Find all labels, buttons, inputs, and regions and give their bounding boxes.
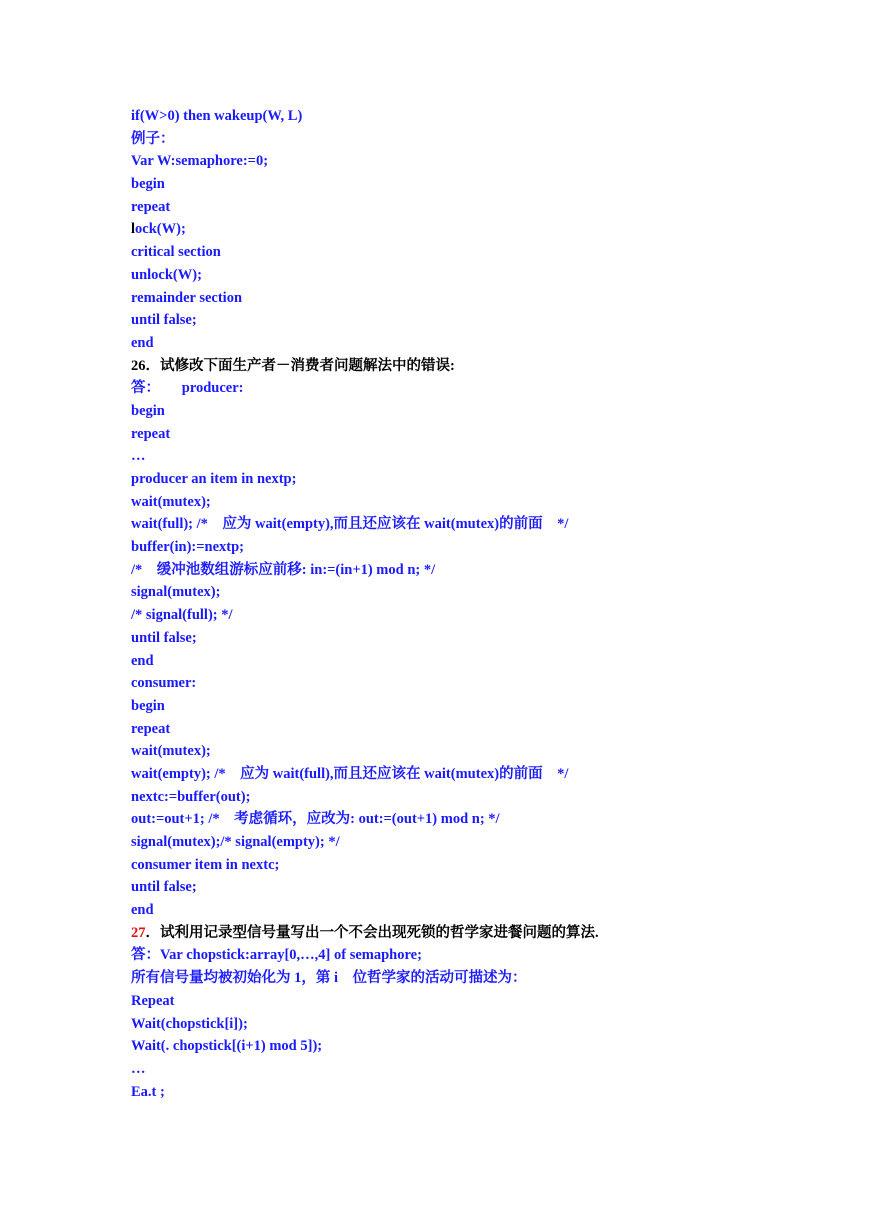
text-segment: signal(mutex);/* signal(empty); */ — [131, 834, 340, 850]
text-line — [131, 944, 831, 967]
text-line — [131, 876, 831, 899]
text-segment: Wait(. chopstick[(i+1) mod 5]); — [131, 1038, 323, 1055]
text-segment: end — [131, 652, 154, 669]
text-line — [131, 128, 831, 151]
text-line — [131, 627, 831, 650]
text-line — [131, 1035, 831, 1058]
text-line — [131, 513, 831, 536]
text-segment: until false; — [131, 312, 197, 329]
text-segment: remainder section — [131, 289, 243, 306]
text-line — [131, 763, 831, 786]
text-line — [131, 150, 831, 173]
text-segment: begin — [131, 402, 165, 419]
text-line — [131, 899, 831, 922]
text-segment: out:=out+1; /* 考虑循环，应改为: out:=(out+1) mod n; */ — [131, 811, 500, 828]
text-segment: until false; — [131, 879, 197, 896]
text-segment: consumer: — [131, 675, 197, 692]
text-line — [131, 922, 831, 945]
text-line — [131, 377, 831, 400]
text-segment: wait(empty); /* 应为 wait(full),而且还应该在 wait(mutex)的前面 */ — [131, 765, 569, 782]
text-line — [131, 808, 831, 831]
text-segment: 27 — [131, 924, 146, 941]
text-segment: buffer(in):=nextp; — [131, 539, 244, 556]
text-segment: wait(mutex); — [131, 743, 211, 760]
text-line — [131, 491, 831, 514]
text-segment: repeat — [131, 425, 171, 442]
text-line — [131, 355, 831, 378]
text-line — [131, 445, 831, 468]
text-line — [131, 264, 831, 287]
text-line — [131, 990, 831, 1013]
text-segment: 所有信号量均被初始化为 1，第 i 位哲学家的活动可描述为： — [131, 970, 527, 987]
text-line — [131, 309, 831, 332]
text-segment: producer an item in nextp; — [131, 471, 297, 487]
text-segment: 26．试修改下面生产者－消费者问题解法中的错误: — [131, 357, 455, 374]
text-segment: repeat — [131, 720, 171, 737]
text-line — [131, 1013, 831, 1036]
text-line — [131, 536, 831, 559]
text-segment: until false; — [131, 629, 197, 646]
text-line — [131, 400, 831, 423]
text-segment: ock(W); — [135, 221, 186, 238]
text-line — [131, 105, 831, 128]
text-segment: 答： producer: — [131, 380, 244, 397]
text-line — [131, 559, 831, 582]
text-line — [131, 423, 831, 446]
text-segment: 例子： — [131, 130, 175, 147]
text-line — [131, 650, 831, 673]
text-segment: wait(mutex); — [131, 493, 211, 510]
text-line — [131, 1058, 831, 1081]
text-segment: signal(mutex); — [131, 584, 221, 601]
text-line — [131, 287, 831, 310]
text-segment: ．试利用记录型信号量写出一个不会出现死锁的哲学家进餐问题的算法. — [145, 924, 599, 941]
text-line — [131, 1081, 831, 1104]
text-segment: consumer item in nextc; — [131, 856, 280, 873]
text-segment: l — [131, 221, 136, 238]
text-segment: Var W:semaphore:=0; — [131, 153, 269, 170]
text-segment: critical section — [131, 244, 221, 261]
text-segment: begin — [131, 697, 165, 714]
text-segment: unlock(W); — [131, 266, 202, 283]
text-segment: … — [131, 1060, 146, 1077]
text-segment: … — [131, 448, 146, 465]
text-segment: end — [131, 334, 154, 351]
text-line — [131, 241, 831, 264]
text-line — [131, 786, 831, 809]
text-segment: end — [131, 902, 154, 919]
text-segment: 答：Var chopstick:array[0,…,4] of semaphore; — [131, 947, 422, 964]
text-line — [131, 854, 831, 877]
text-line — [131, 581, 831, 604]
text-segment: wait(full); /* 应为 wait(empty),而且还应该在 wait(mutex)的前面 */ — [131, 516, 569, 533]
text-line — [131, 218, 831, 241]
text-line — [131, 967, 831, 990]
text-line — [131, 173, 831, 196]
text-segment: Repeat — [131, 992, 175, 1009]
text-line — [131, 718, 831, 741]
text-line — [131, 468, 831, 491]
text-segment: nextc:=buffer(out); — [131, 788, 251, 805]
text-line — [131, 604, 831, 627]
document-page — [131, 105, 831, 1103]
text-line — [131, 740, 831, 763]
text-segment: repeat — [131, 198, 171, 215]
text-segment: Ea.t ; — [131, 1083, 165, 1100]
text-segment: /* 缓冲池数组游标应前移: in:=(in+1) mod n; */ — [131, 561, 436, 578]
text-line — [131, 831, 831, 854]
text-line — [131, 332, 831, 355]
text-line — [131, 672, 831, 695]
text-line — [131, 695, 831, 718]
text-segment: /* signal(full); */ — [131, 607, 233, 624]
text-segment: if(W>0) then wakeup(W, L) — [131, 108, 303, 124]
text-segment: Wait(chopstick[i]); — [131, 1015, 248, 1032]
text-line — [131, 196, 831, 219]
text-segment: begin — [131, 176, 165, 193]
